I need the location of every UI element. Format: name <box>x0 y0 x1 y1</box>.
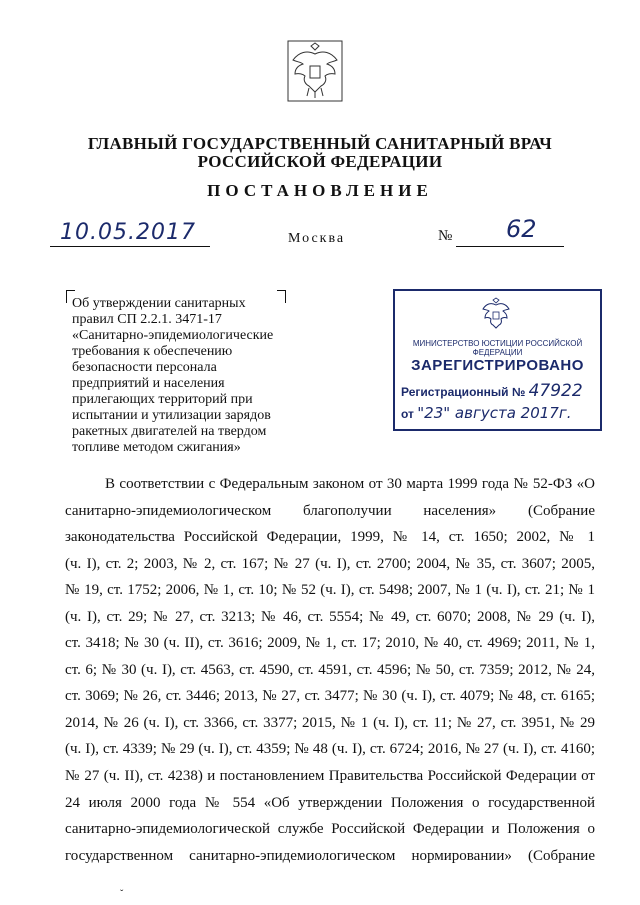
body-line: (ч. I), ст. 29; № 27, ст. 3213; № 46, ст. 5554; № 49, ст. 6070; 2008, № 29 (ч. I), <box>65 608 595 625</box>
subject-line: безопасности персонала <box>72 360 217 375</box>
body-line: (ч. I), ст. 2; 2003, № 2, ст. 167; № 27 (ч. I), ст. 2700; 2004, № 35, ст. 3607; 2005, <box>65 555 595 572</box>
registration-number-label: Регистрационный № <box>401 385 526 399</box>
body-line: государственном санитарно-эпидемиологическом нормировании» (Собрание <box>65 847 595 864</box>
document-type-heading: ПОСТАНОВЛЕНИЕ <box>207 181 433 200</box>
subject-line: Об утверждении санитарных <box>72 296 246 311</box>
registration-date-row <box>401 404 571 422</box>
subject-line: «Санитарно-эпидемиологические <box>72 328 274 343</box>
registration-stamp <box>393 289 602 431</box>
subject-line: предприятий и населения <box>72 376 225 391</box>
registration-date-label: от <box>401 407 414 421</box>
margin-mark: ˇ <box>120 889 124 900</box>
handwritten-number: 62 <box>506 215 537 243</box>
body-line: В соответствии с Федеральным законом от 30 марта 1999 года № 52-ФЗ «О <box>105 476 595 492</box>
number-underline <box>456 246 564 247</box>
subject-line: правил СП 2.2.1. 3471-17 <box>72 312 222 327</box>
registered-label: ЗАРЕГИСТРИРОВАНО <box>411 357 584 374</box>
body-line: (ч. I), ст. 4339; № 29 (ч. I), ст. 4359; № 48 (ч. I), ст. 6724; 2016, № 27 (ч. I), ст. 4160; <box>65 741 595 758</box>
body-line: законодательства Российской Федерации, 1999, № 14, ст. 1650; 2002, № 1 <box>65 529 595 546</box>
ministry-name: МИНИСТЕРСТВО ЮСТИЦИИ РОССИЙСКОЙ ФЕДЕРАЦИИ <box>412 339 583 357</box>
body-line: 2014, № 26 (ч. I), ст. 3366, ст. 3377; 2015, № 1 (ч. I), ст. 11; № 27, ст. 3951, № 29 <box>65 714 595 731</box>
body-line: санитарно-эпидемиологическом благополучии населения» (Собрание <box>65 502 595 519</box>
subject-line: ракетных двигателей на твердом <box>72 424 267 439</box>
registration-date-value: "23" августа 2017г. <box>417 404 572 422</box>
body-line: № 27 (ч. II), ст. 4238) и постановлением Правительства Российской Федерации от <box>65 768 595 785</box>
registration-number-value: 47922 <box>528 381 583 401</box>
date-underline <box>50 246 210 247</box>
subject-line: топливе методом сжигания» <box>72 440 241 455</box>
subject-line: требования к обеспечению <box>72 344 233 359</box>
russian-coat-of-arms-icon <box>287 40 343 102</box>
subject-line: прилегающих территорий при <box>72 392 253 407</box>
body-line: ст. 3418; № 30 (ч. II), ст. 3616; 2009, № 1, ст. 17; 2010, № 40, ст. 4969; 2011, № 1, <box>65 635 595 652</box>
number-label: № <box>438 228 453 244</box>
body-line: 24 июля 2000 года № 554 «Об утверждении Положения о государственной <box>65 794 595 811</box>
subject-line: испытании и утилизации зарядов <box>72 408 271 423</box>
body-line: санитарно-эпидемиологической службе Российской Федерации и Положения о <box>65 821 595 838</box>
authority-title-line1: ГЛАВНЫЙ ГОСУДАРСТВЕННЫЙ САНИТАРНЫЙ ВРАЧ <box>87 134 553 153</box>
city-label: Москва <box>288 231 346 246</box>
body-line: ст. 3069; № 26, ст. 3446; 2013, № 27, ст. 3477; № 30 (ч. I), ст. 4079; № 48, ст. 6165; <box>65 688 595 705</box>
stamp-coat-of-arms-icon <box>480 297 512 333</box>
registration-number-row <box>401 381 583 401</box>
subject-block <box>72 296 302 456</box>
authority-title-line2: РОССИЙСКОЙ ФЕДЕРАЦИИ <box>197 152 443 171</box>
handwritten-date: 10.05.2017 <box>60 220 196 245</box>
body-paragraph <box>65 471 595 869</box>
body-line: ст. 6; № 30 (ч. I), ст. 4563, ст. 4590, ст. 4591, ст. 4596; № 50, ст. 7359; 2012, № 24, <box>65 661 595 678</box>
body-line: № 19, ст. 1752; 2006, № 1, ст. 10; № 52 (ч. I), ст. 5498; 2007, № 1 (ч. I), ст. 21; № 1 <box>65 582 595 599</box>
